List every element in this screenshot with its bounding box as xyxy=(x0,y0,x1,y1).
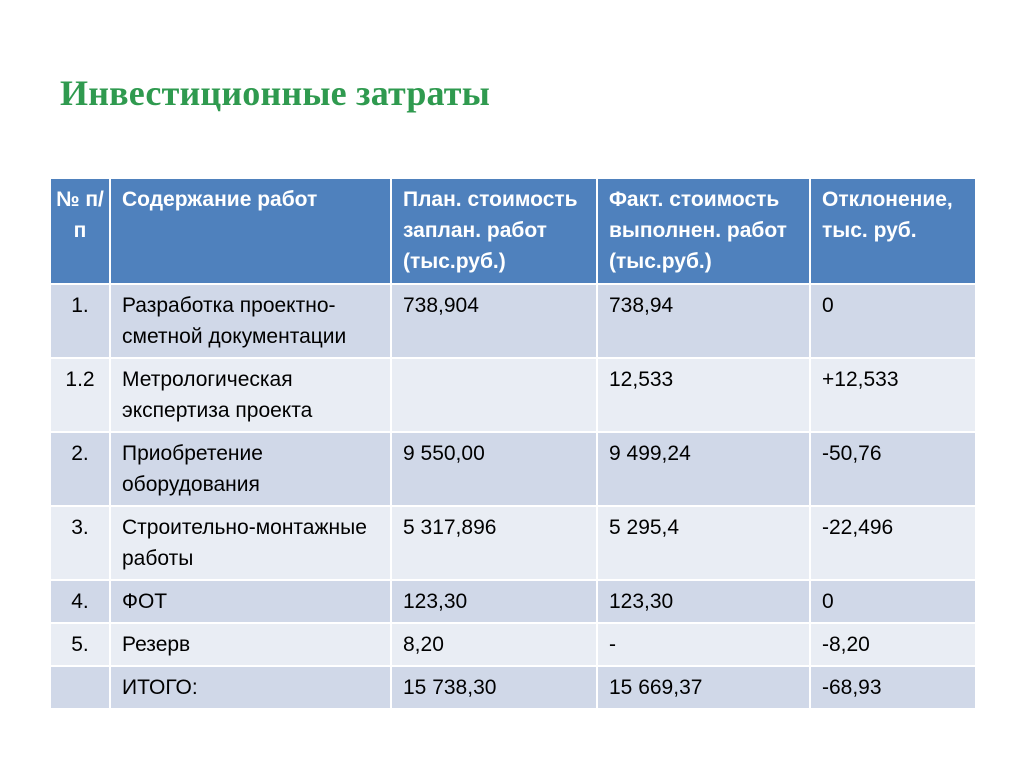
table-row xyxy=(50,506,976,580)
cell-actual-cost: 5 295,4 xyxy=(597,506,810,580)
cell-actual-cost: 123,30 xyxy=(597,580,810,623)
table-row xyxy=(50,580,976,623)
cell-work: ИТОГО: xyxy=(110,666,391,709)
cell-planned-cost xyxy=(391,358,597,432)
cell-deviation: +12,533 xyxy=(810,358,976,432)
cell-work: Метрологическая экспертиза проекта xyxy=(110,358,391,432)
header-number: № п/п xyxy=(50,178,110,284)
cell-number: 5. xyxy=(50,623,110,666)
cell-planned-cost: 9 550,00 xyxy=(391,432,597,506)
cell-deviation: 0 xyxy=(810,284,976,358)
cell-work: Приобретение оборудования xyxy=(110,432,391,506)
header-planned-cost: План. стоимость заплан. работ (тыс.руб.) xyxy=(391,178,597,284)
cell-planned-cost: 738,904 xyxy=(391,284,597,358)
header-deviation: Отклонение, тыс. руб. xyxy=(810,178,976,284)
table-row xyxy=(50,623,976,666)
cell-deviation: -22,496 xyxy=(810,506,976,580)
cell-deviation: -68,93 xyxy=(810,666,976,709)
cell-planned-cost: 123,30 xyxy=(391,580,597,623)
table-total-row xyxy=(50,666,976,709)
cell-planned-cost: 8,20 xyxy=(391,623,597,666)
cell-deviation: 0 xyxy=(810,580,976,623)
table-row xyxy=(50,284,976,358)
table-row xyxy=(50,358,976,432)
cell-actual-cost: 15 669,37 xyxy=(597,666,810,709)
cell-number xyxy=(50,666,110,709)
table-row xyxy=(50,432,976,506)
cell-planned-cost: 5 317,896 xyxy=(391,506,597,580)
header-work-content: Содержание работ xyxy=(110,178,391,284)
cell-number: 3. xyxy=(50,506,110,580)
investment-costs-table xyxy=(49,177,977,710)
cell-actual-cost: 12,533 xyxy=(597,358,810,432)
cell-number: 1. xyxy=(50,284,110,358)
cell-actual-cost: - xyxy=(597,623,810,666)
cell-deviation: -50,76 xyxy=(810,432,976,506)
cell-actual-cost: 738,94 xyxy=(597,284,810,358)
cell-number: 4. xyxy=(50,580,110,623)
cell-number: 1.2 xyxy=(50,358,110,432)
cell-planned-cost: 15 738,30 xyxy=(391,666,597,709)
slide-title: Инвестиционные затраты xyxy=(60,73,491,113)
cell-work: Строительно-монтажные работы xyxy=(110,506,391,580)
cell-work: Разработка проектно-сметной документации xyxy=(110,284,391,358)
table-header-row xyxy=(50,178,976,284)
cell-work: Резерв xyxy=(110,623,391,666)
cell-number: 2. xyxy=(50,432,110,506)
cell-work: ФОТ xyxy=(110,580,391,623)
cell-actual-cost: 9 499,24 xyxy=(597,432,810,506)
cell-deviation: -8,20 xyxy=(810,623,976,666)
header-actual-cost: Факт. стоимость выполнен. работ (тыс.руб.) xyxy=(597,178,810,284)
